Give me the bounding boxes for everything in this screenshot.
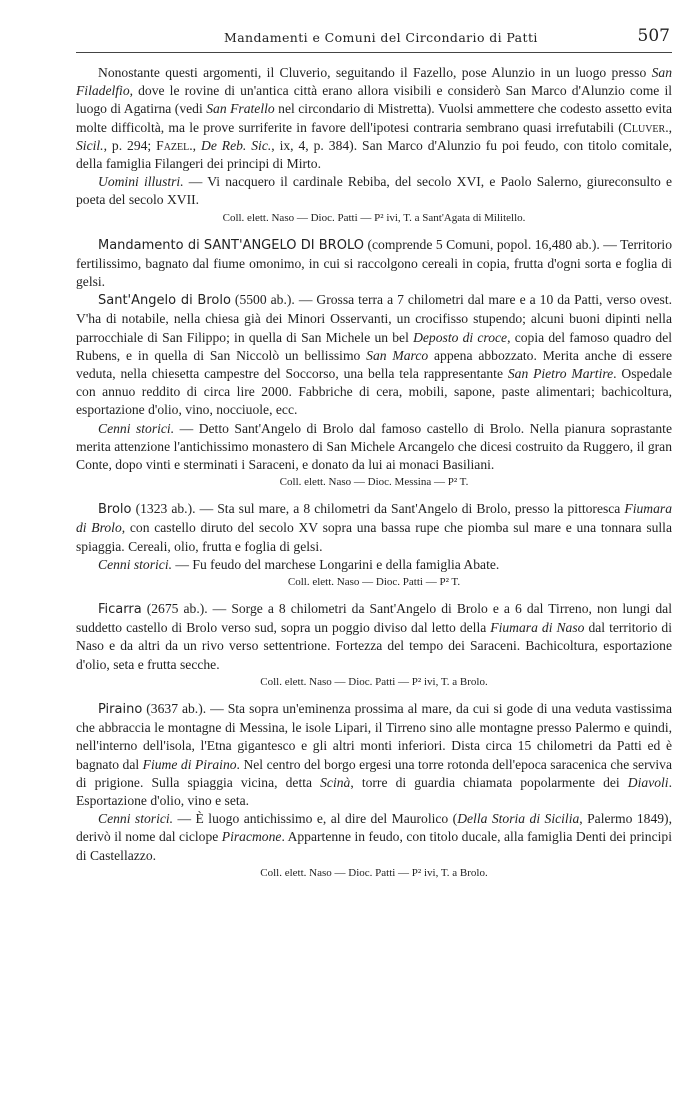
ficarra-heading: Ficarra [98, 602, 142, 618]
brolo-paragraph: Brolo (1323 ab.). — Sta sul mare, a 8 chilometri da Sant'Angelo di Brolo, presso la pittoresca Fiumara di Brolo, con castello diruto del secolo XV sopra una bassa rupe che piomba sul mare e una tonnara sulla spiaggia. Cereali, olio, frutta e foglia di gelsi. [76, 501, 672, 554]
page-number: 507 [637, 26, 670, 46]
brolo-cenni: Cenni storici. — Fu feudo del marchese Longarini e della famiglia Abate. [98, 556, 500, 572]
intro-note: Coll. elett. Naso — Dioc. Patti — P² ivi, T. a Sant'Agata di Militello. [222, 211, 526, 224]
santangelo-cenni: Cenni storici. — Detto Sant'Angelo di Brolo dal famoso castello di Brolo. Nella pianura soprastante merita attenzione l'antichissimo monastero di San Michele Arcangelo che dicesi costruito da Ruggero, il gran Conte, dopo vinti e sterminati i Saraceni, e donato da lui ai monaci Basiliani. [76, 420, 672, 473]
piraino-note: Coll. elett. Naso — Dioc. Patti — P² ivi, T. a Brolo. [260, 866, 488, 879]
brolo-heading: Brolo [98, 502, 132, 518]
piraino-cenni: Cenni storici. — È luogo antichissimo e, al dire del Maurolico (Della Storia di Sicilia, Palermo 1849), derivò il nome dal ciclope Piracmone. Appartenne in feudo, con titolo ducale, alla famiglia Denti dei principi di Castellazzo. [76, 811, 672, 863]
running-header [76, 26, 672, 53]
santangelo-note: Coll. elett. Naso — Dioc. Messina — P² T. [279, 476, 469, 489]
brolo-note: Coll. elett. Naso — Dioc. Patti — P² T. [287, 576, 461, 589]
running-title: Mandamenti e Comuni del Circondario di Patti [224, 30, 538, 45]
ficarra-note: Coll. elett. Naso — Dioc. Patti — P² ivi, T. a Brolo. [260, 675, 488, 688]
mandamento-paragraph: Mandamento di SANT'ANGELO DI BROLO (comprende 5 Comuni, popol. 16,480 ab.). — Territorio fertilissimo, bagnato dal fiume omonimo, in cui si raccolgono cereali in copia, frutta d'ogni sorta e foglia di gelsi. [76, 236, 672, 290]
page-body [76, 64, 672, 880]
ficarra-paragraph: Ficarra (2675 ab.). — Sorge a 8 chilometri da Sant'Angelo di Brolo e a 6 dal Tirreno, non lungi dal suddetto castello di Brolo verso sud, sopra un poggio diviso dal letto della Fiumara di Naso dal territorio di Naso e da altri da un rivo verso settentrione. Fortezza del tempo dei Saraceni. Bachicoltura, esportazione d'olio, seta e frutta secche. [76, 601, 672, 672]
piraino-heading: Piraino [98, 701, 143, 717]
intro-paragraph: Nonostante questi argomenti, il Cluverio, seguitando il Fazello, pose Alunzio in un luogo presso San Filadelfio, dove le rovine di un'antica città erano allora visibili e considerò San Marco d'Alunzio come il luogo di Agatirna (vedi San Fratello nel circondario di Mistretta). Vuolsi ammettere che codesto assetto evita molte difficoltà, ma le prove surriferite in favore dell'ipotesi contraria sembrano quasi irrefutabili (Cluver., Sicil., p. 294; Fazel., De Reb. Sic., ix, 4, p. 384). San Marco d'Alunzio fu poi feudo, con titolo comitale, della famiglia Filangeri dei principi di Mirto. [76, 65, 672, 172]
santangelo-paragraph: Sant'Angelo di Brolo (5500 ab.). — Grossa terra a 7 chilometri dal mare e a 10 da Patti, verso ovest. V'ha di notabile, nella chiesa già dei Minori Osservanti, un crocifisso stupendo; alcuni buoni dipinti nella parrocchiale di San Filippo; in quella di San Michele un bel Deposto di croce, copia del famoso quadro del Rubens, e in quella di San Niccolò un bellissimo San Marco appena abbozzato. Merita anche di essere veduta, nella chiesetta campestre del Soccorso, una bella tela rappresentante San Pietro Martire. Ospedale con annuo reddito di circa lire 2000. Fabbriche di cera, mobili, sapone, paste alimentari; bachicoltura, esportazione d'olio, vino, nocciuole, ecc. [76, 292, 672, 418]
piraino-paragraph: Piraino (3637 ab.). — Sta sopra un'eminenza prossima al mare, da cui si gode di una veduta vastissima che abbraccia le montagne di Messina, le isole Lipari, il Tirreno sino alle montagne presso Palermo e quindi, nell'interno dell'isola, l'Etna gigantesco e gli altri monti inferiori. Dista circa 15 chilometri da Patti ed è bagnato dal Fiume di Piraino. Nel centro del borgo ergesi una torre rotonda dell'epoca saracenica che serviva di prigione. Sulla spiaggia vicina, detta Scinà, torre di guardia chiamata popolarmente dei Diavoli. Esportazione d'olio, vino e seta. [76, 700, 673, 808]
uomini-illustri-paragraph: Uomini illustri. — Vi nacquero il cardinale Rebiba, del secolo XVI, e Paolo Salerno, giureconsulto e poeta del secolo XVII. [76, 174, 672, 208]
santangelo-heading: Sant'Angelo di Brolo [98, 293, 231, 309]
